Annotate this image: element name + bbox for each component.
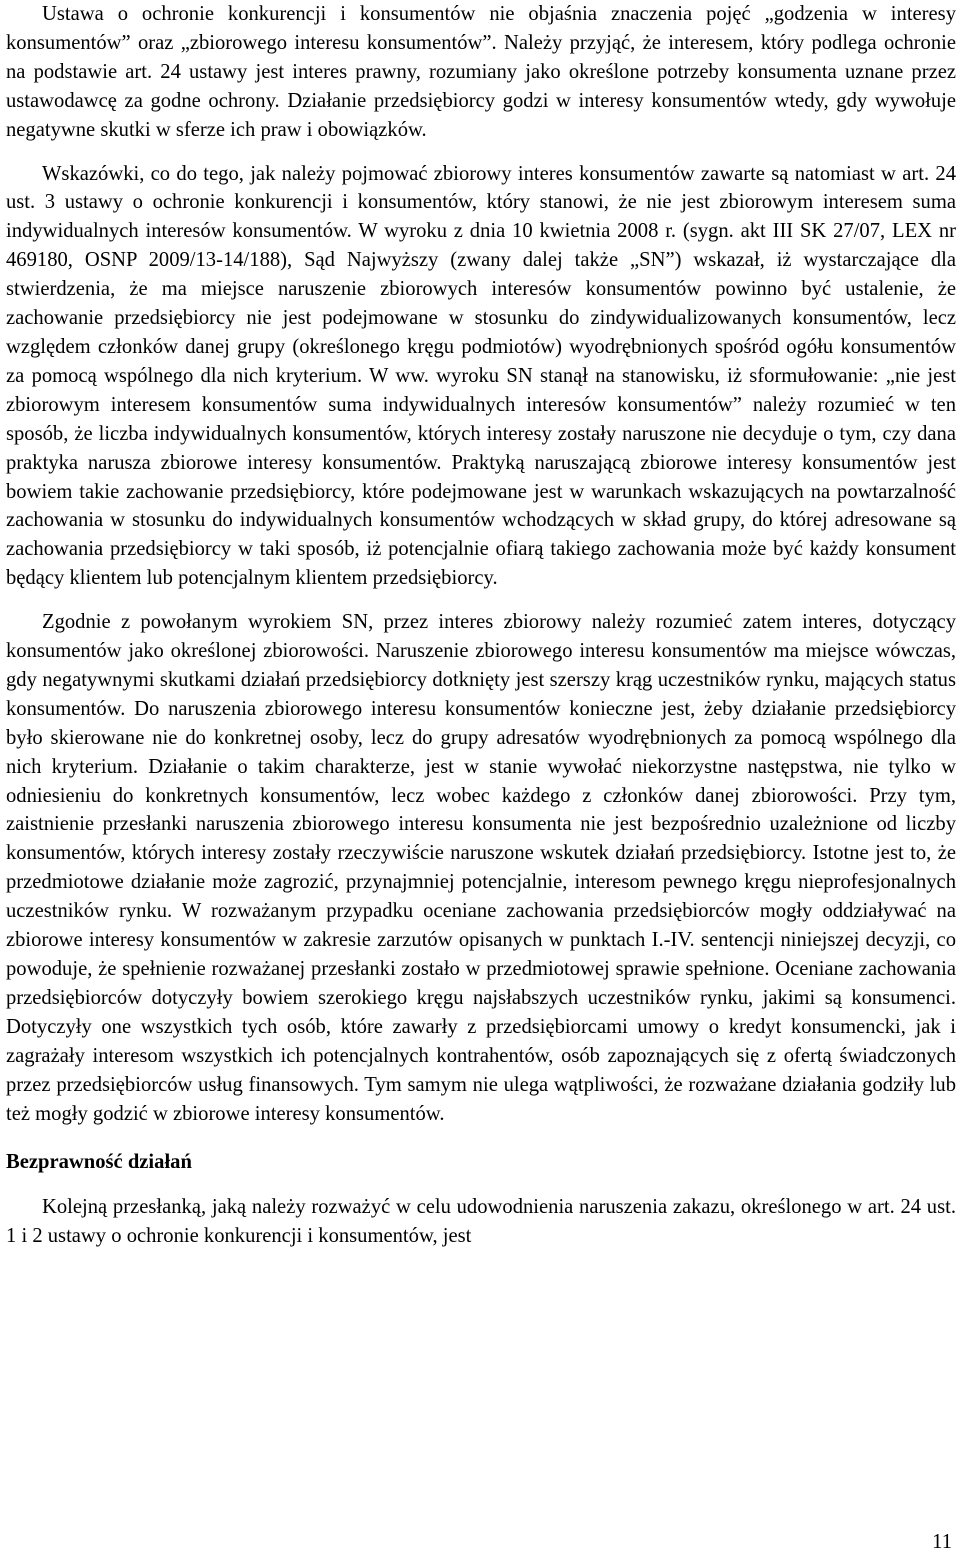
paragraph-supreme-court-judgment: Zgodnie z powołanym wyrokiem SN, przez interes zbiorowy należy rozumieć zatem interes, dotyczący konsumentów jako określonej zbiorowości. Naruszenie zbiorowego interesu konsumentów ma miejsce wówczas, gdy negatywnymi skutkami działań przedsiębiorcy dotknięty jest szerszy krąg uczestników rynku, mających status konsumentów. Do naruszenia zbiorowego interesu konsumentów konieczne jest, żeby działanie przedsiębiorcy było skierowane nie do konkretnej osoby, lecz do grupy adresatów wyodrębnionych za pomocą wspólnego dla nich kryterium. Działanie o takim charakterze, jest w stanie wywołać niekorzystne następstwa, nie tylko w odniesieniu do konkretnych konsumentów, lecz wobec każdego z członków danej zbiorowości. Przy tym, zaistnienie przesłanki naruszenia zbiorowego interesu konsumenta nie jest bezpośrednio uzależnione od liczby konsumentów, których interesy zostały rzeczywiście naruszone wskutek działań przedsiębiorcy. Istotne jest to, że przedmiotowe działanie może zagrozić, przynajmniej potencjalnie, interesom pewnego kręgu nieprofesjonalnych uczestników rynku. W rozważanym przypadku oceniane zachowania przedsiębiorców mogły oddziaływać na zbiorowe interesy konsumentów w zakresie zarzutów opisanych w punktach I.-IV. sentencji niniejszej decyzji, co powoduje, że spełnienie rozważanej przesłanki zostało w przedmiotowej sprawie spełnione. Oceniane zachowania przedsiębiorców dotyczyły bowiem szerokiego kręgu najsłabszych uczestników rynku, jakimi są konsumenci. Dotyczyły one wszystkich tych osób, które zawarły z przedsiębiorcami umowy o kredyt konsumencki, jak i zagrażały interesom wszystkich ich potencjalnych kontrahentów, osób zapoznających się z ofertą świadczonych przez przedsiębiorców usług finansowych. Tym samym nie ulega wątpliwości, że rozważane działania godziły lub też mogły godzić w zbiorowe interesy konsumentów. [6, 611, 956, 1125]
section-heading-unlawfulness: Bezprawność działań [6, 1151, 192, 1174]
page-number: 11 [932, 1531, 952, 1553]
paragraph-consumer-interests-definition: Ustawa o ochronie konkurencji i konsumentów nie objaśnia znaczenia pojęć „godzenia w interesy konsumentów” oraz „zbiorowego interesu konsumentów”. Należy przyjąć, że interesem, który podlega ochronie na podstawie art. 24 ustawy jest interes prawny, rozumiany jako określone potrzeby konsumenta uznane przez ustawodawcę za godne ochrony. Działanie przedsiębiorcy godzi w interesy konsumentów wtedy, gdy wywołuje negatywne skutki w sferze ich praw i obowiązków. [6, 3, 956, 141]
paragraph-next-premise: Kolejną przesłanką, jaką należy rozważyć w celu udowodnienia naruszenia zakazu, określonego w art. 24 ust. 1 i 2 ustawy o ochronie konkurencji i konsumentów, jest [6, 1196, 956, 1248]
paragraph-collective-interest-guidance: Wskazówki, co do tego, jak należy pojmować zbiorowy interes konsumentów zawarte są natomiast w art. 24 ust. 3 ustawy o ochronie konkurencji i konsumentów, który stanowi, że nie jest zbiorowym interesem suma indywidualnych interesów konsumentów. W wyroku z dnia 10 kwietnia 2008 r. (sygn. akt III SK 27/07, LEX nr 469180, OSNP 2009/13-14/188), Sąd Najwyższy (zwany dalej także „SN”) wskazał, iż wystarczające dla stwierdzenia, że ma miejsce naruszenie zbiorowych interesów konsumentów powinno być ustalenie, że zachowanie przedsiębiorcy nie jest podejmowane w stosunku do zindywidualizowanych konsumentów, lecz względem członków danej grupy (określonego kręgu podmiotów) wyodrębnionych spośród ogółu konsumentów za pomocą wspólnego dla nich kryterium. W ww. wyroku SN stanął na stanowisku, iż sformułowanie: „nie jest zbiorowym interesem konsumentów suma indywidualnych interesów konsumentów” należy rozumieć w ten sposób, że liczba indywidualnych konsumentów, których interesy zostały naruszone nie decyduje o tym, czy dana praktyka narusza zbiorowe interesy konsumentów. Praktyką naruszającą zbiorowe interesy konsumentów jest bowiem takie zachowanie przedsiębiorcy, które podejmowane jest w warunkach wskazujących na powtarzalność zachowania w stosunku do indywidualnych konsumentów wchodzących w skład grupy, do której adresowane są zachowania przedsiębiorcy w taki sposób, iż potencjalnie ofiarą takiego zachowania może być każdy konsument będący klientem lub potencjalnym klientem przedsiębiorcy. [6, 162, 956, 590]
document-page [6, 0, 956, 1251]
